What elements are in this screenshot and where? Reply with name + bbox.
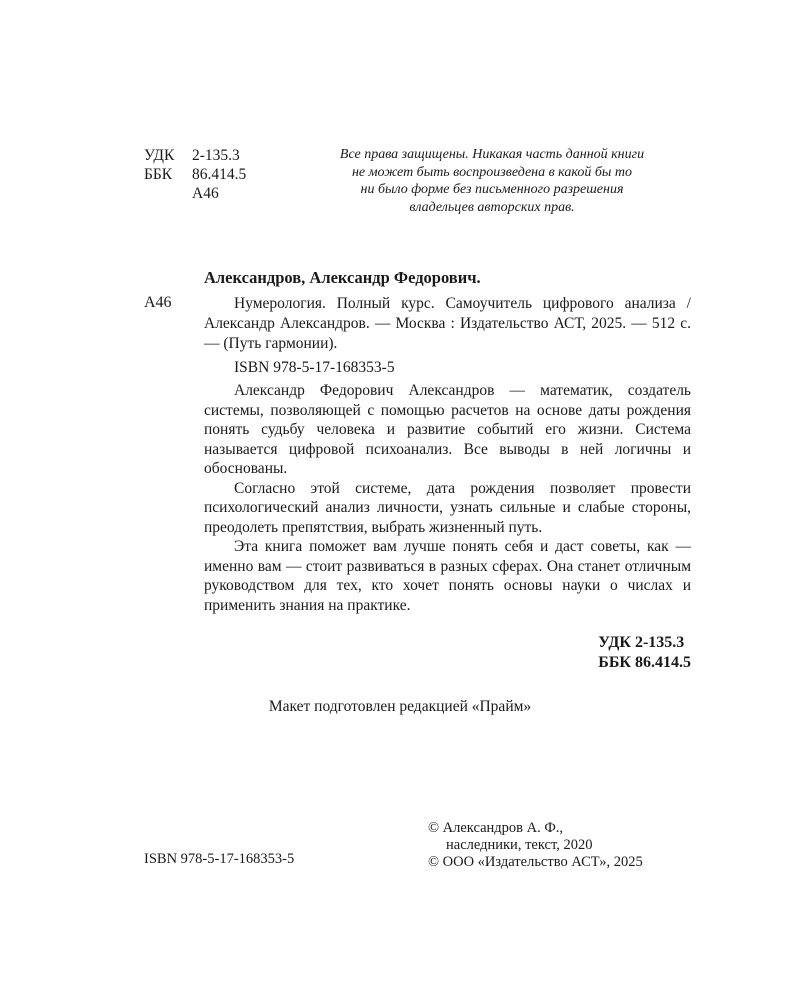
annotation-paragraph: Согласно этой системе, дата рождения позволяет провести психологический анализ личности, узнать сильные и слабые стороны, преодолеть препятствия, выбрать жизненный путь. bbox=[204, 479, 691, 536]
rights-line: Все права защищены. Никакая часть данной книги bbox=[339, 147, 645, 162]
isbn-line: ISBN 978-5-17-168353-5 bbox=[234, 359, 395, 376]
annotation-paragraph: Александр Федорович Александров — математик, создатель системы, позволяющей с помощью расчетов на основе даты рождения понять судьбу человека и развитие событий его жизни. Система называется цифровой психоанализ. Все выводы в ней логичны и обоснованы. bbox=[204, 382, 691, 477]
codes-bottom bbox=[598, 633, 691, 673]
copyright-block bbox=[428, 820, 643, 871]
udk-bottom: УДК 2-135.3 bbox=[598, 634, 685, 651]
rights-line: владельцев авторских прав. bbox=[409, 199, 575, 215]
layout-note: Макет подготовлен редакцией «Прайм» bbox=[268, 698, 532, 715]
author-code-row bbox=[144, 184, 246, 203]
rights-line: не может быть воспроизведена в какой бы то bbox=[351, 164, 633, 180]
bbk-label: ББК bbox=[144, 166, 173, 183]
annotation-paragraph: Эта книга поможет вам лучше понять себя и даст советы, как — именно вам — стоит развиваться в разных сферах. Она станет отличным руководством для тех, кто хочет понять основы науки о числах и применить знания на практике. bbox=[204, 538, 691, 614]
copyright-line: © Александров А. Ф., bbox=[428, 820, 564, 836]
udk-label: УДК bbox=[144, 147, 175, 164]
author-heading: Александров, Александр Федорович. bbox=[204, 268, 481, 287]
bbk-row bbox=[144, 165, 246, 184]
bbk-bottom: ББК 86.414.5 bbox=[598, 654, 691, 671]
udk-row bbox=[144, 146, 246, 165]
annotation bbox=[204, 381, 691, 615]
rights-line: ни было форме без письменного разрешения bbox=[360, 182, 624, 197]
bbk-value: 86.414.5 bbox=[192, 166, 247, 183]
copyright-line: наследники, текст, 2020 bbox=[446, 837, 593, 853]
copyright-line: © ООО «Издательство АСТ», 2025 bbox=[428, 854, 643, 870]
bibliographic-description: Нумерология. Полный курс. Самоучитель цифрового анализа / Александр Александров. — Москва : Издательство АСТ, 2025. — 512 с. — (Путь гармонии). bbox=[204, 295, 691, 352]
bib-author-code: А46 bbox=[144, 294, 172, 311]
rights-notice bbox=[292, 146, 692, 216]
isbn-bottom: ISBN 978-5-17-168353-5 bbox=[144, 851, 295, 867]
udk-value: 2-135.3 bbox=[192, 147, 240, 164]
classification-codes bbox=[144, 146, 246, 203]
author-code: А46 bbox=[192, 185, 219, 202]
